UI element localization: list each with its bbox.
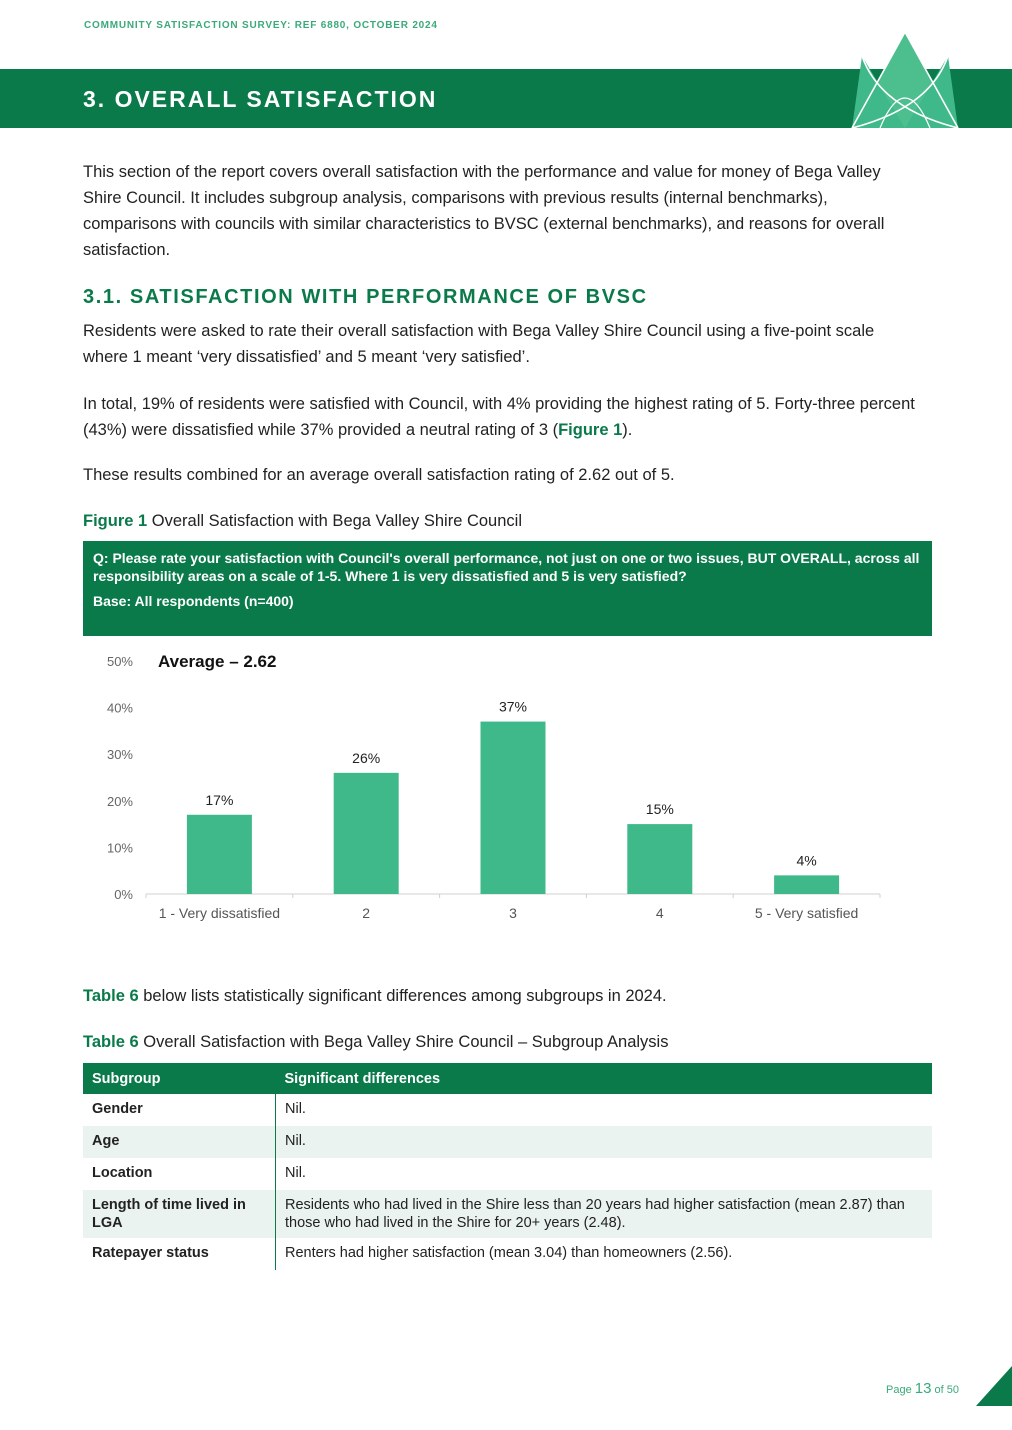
header-significant-differences: Significant differences bbox=[276, 1063, 933, 1094]
figure-1-link[interactable]: Figure 1 bbox=[558, 421, 623, 439]
data-label: 15% bbox=[645, 801, 674, 818]
y-tick-label: 30% bbox=[106, 747, 133, 763]
y-tick-label: 10% bbox=[106, 840, 133, 856]
row-difference: Nil. bbox=[285, 1101, 306, 1117]
council-logo-icon bbox=[840, 28, 970, 128]
results-text-b: ). bbox=[622, 421, 633, 439]
category-label: 3 bbox=[509, 905, 517, 921]
page-total: of 50 bbox=[934, 1384, 959, 1396]
subsection-heading: 3.1. SATISFACTION WITH PERFORMANCE OF BVSC bbox=[83, 286, 648, 308]
row-subgroup: Ratepayer status bbox=[83, 1238, 276, 1270]
table-intro-text: below lists statistically significant differences among subgroups in 2024. bbox=[138, 987, 667, 1005]
y-tick-label: 20% bbox=[106, 793, 133, 809]
question-text: Q: Please rate your satisfaction with Council's overall performance, not just on one or two issues, BUT OVERALL, across all responsibility areas on a scale of 1-5. Where 1 is very dissatisfied and 5 is very satisfied? bbox=[93, 550, 920, 584]
subgroup-table bbox=[83, 1063, 932, 1270]
table-row bbox=[83, 1190, 932, 1238]
paragraph-average: These results combined for an average overall satisfaction rating of 2.62 out of 5. bbox=[83, 466, 675, 484]
row-subgroup: Gender bbox=[83, 1094, 276, 1126]
table-row bbox=[83, 1094, 932, 1126]
page-number bbox=[886, 1380, 959, 1397]
header-subgroup: Subgroup bbox=[83, 1063, 276, 1094]
y-tick-label: 0% bbox=[114, 887, 133, 902]
data-label: 37% bbox=[498, 698, 528, 715]
table-intro bbox=[83, 987, 667, 1006]
paragraph-results bbox=[83, 391, 923, 443]
bar bbox=[481, 722, 546, 894]
results-text-a: In total, 19% of residents were satisfied with Council, with 4% providing the highest rating of 5. Forty-three percent (43%) were dissatisfied while 37% provided a neutral rating of 3 ( bbox=[83, 395, 915, 439]
table-row bbox=[83, 1238, 932, 1270]
chart-title: Average – 2.62 bbox=[158, 652, 277, 671]
data-label: 4% bbox=[796, 852, 817, 869]
satisfaction-chart bbox=[83, 640, 932, 945]
bar bbox=[334, 773, 399, 894]
bar bbox=[187, 815, 252, 894]
corner-triangle-icon bbox=[976, 1366, 1012, 1406]
figure-caption bbox=[83, 512, 522, 531]
category-label: 4 bbox=[655, 905, 664, 921]
table-header-row bbox=[83, 1063, 932, 1094]
question-box bbox=[83, 541, 932, 636]
row-difference: Residents who had lived in the Shire less than 20 years had higher satisfaction (mean 2.87) than those who had lived in the Shire for 20+ years (2.48). bbox=[276, 1190, 933, 1238]
row-subgroup: Age bbox=[83, 1126, 276, 1158]
data-label: 26% bbox=[352, 749, 381, 766]
table-label: Table 6 bbox=[83, 1033, 139, 1051]
bar bbox=[627, 824, 692, 894]
table-caption bbox=[83, 1033, 668, 1052]
table-caption-text: Overall Satisfaction with Bega Valley Shire Council – Subgroup Analysis bbox=[143, 1033, 669, 1051]
figure-label: Figure 1 bbox=[83, 512, 148, 530]
row-difference: Renters had higher satisfaction (mean 3.04) than homeowners (2.56). bbox=[285, 1245, 733, 1261]
row-difference: Nil. bbox=[285, 1165, 306, 1181]
data-label: 17% bbox=[205, 791, 234, 808]
category-label: 1 - Very dissatisfied bbox=[158, 905, 281, 921]
y-tick-label: 40% bbox=[106, 700, 133, 716]
y-tick-label: 50% bbox=[106, 654, 133, 669]
running-header: COMMUNITY SATISFACTION SURVEY: REF 6880, OCTOBER 2024 bbox=[84, 20, 438, 31]
table-6-link[interactable]: Table 6 bbox=[83, 987, 139, 1005]
category-label: 2 bbox=[362, 905, 371, 921]
row-difference: Nil. bbox=[276, 1126, 933, 1158]
base-text: Base: All respondents (n=400) bbox=[93, 593, 294, 609]
category-label: 5 - Very satisfied bbox=[754, 905, 859, 921]
figure-caption-text: Overall Satisfaction with Bega Valley Shire Council bbox=[151, 512, 522, 530]
row-subgroup: Location bbox=[83, 1158, 276, 1190]
section-title: 3. OVERALL SATISFACTION bbox=[83, 86, 438, 112]
table-row bbox=[83, 1126, 932, 1158]
table-row bbox=[83, 1158, 932, 1190]
intro-paragraph: This section of the report covers overall satisfaction with the performance and value for money of Bega Valley Shire Council. It includes subgroup analysis, comparisons with previous results (internal benchmarks), comparisons with councils with similar characteristics to BVSC (external benchmarks), and reasons for overall satisfaction. bbox=[83, 163, 885, 259]
paragraph-rating-scale: Residents were asked to rate their overall satisfaction with Bega Valley Shire Council using a five-point scale where 1 meant ‘very dissatisfied’ and 5 meant ‘very satisfied’. bbox=[83, 322, 875, 366]
bar bbox=[774, 875, 839, 894]
row-subgroup: Length of time lived in LGA bbox=[83, 1190, 276, 1238]
chart-svg bbox=[83, 640, 932, 940]
page-label: Page bbox=[886, 1384, 912, 1396]
page-current: 13 bbox=[914, 1380, 932, 1397]
